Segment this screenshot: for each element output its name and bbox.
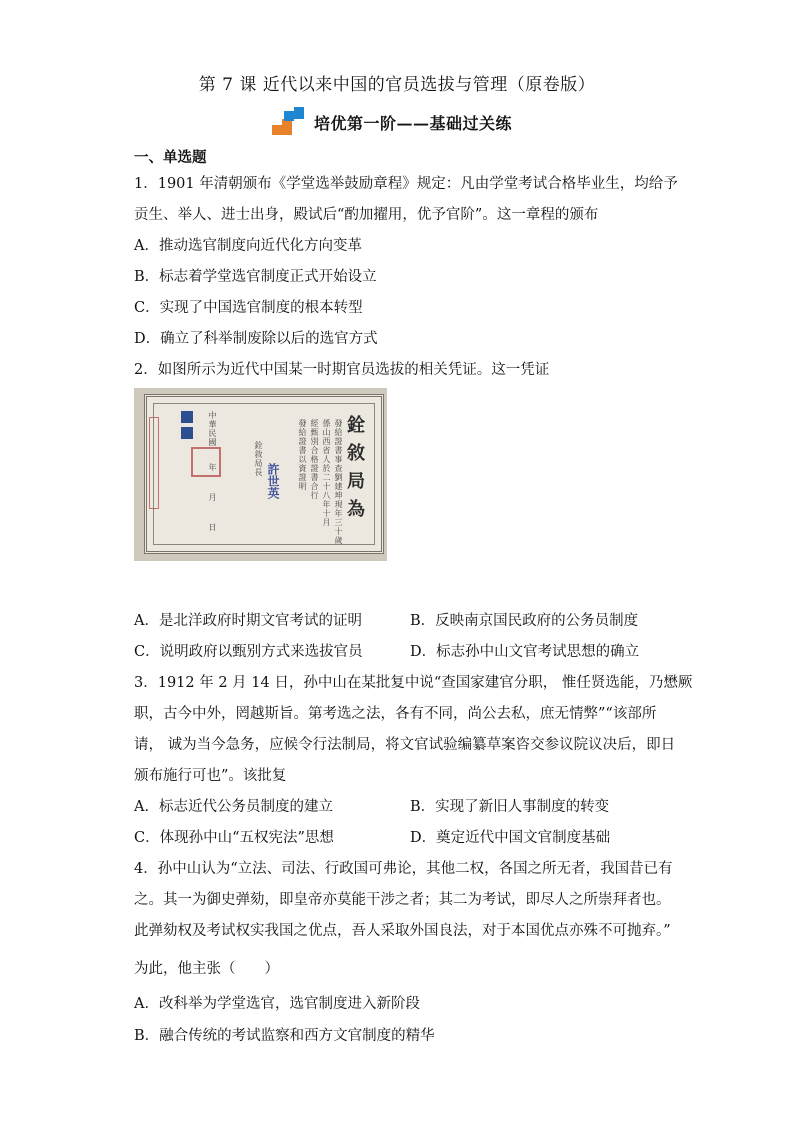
stairs-logo-icon	[272, 107, 306, 137]
page-title: 第 7 课 近代以来中国的官员选拔与管理（原卷版）	[198, 75, 596, 95]
flag-emblem-icon	[181, 427, 193, 439]
q2-stem: 2．如图所示为近代中国某一时期官员选拔的相关凭证。这一凭证	[134, 362, 550, 378]
certificate-heading: 銓敘局為	[344, 415, 365, 527]
q4-option-a: A．改科举为学堂选官，选官制度进入新阶段	[134, 996, 420, 1012]
q2-option-d: D．标志孙中山文官考试思想的确立	[410, 644, 640, 660]
q1-option-a: A．推动选官制度向近代化方向变革	[134, 238, 362, 254]
q3-option-c: C．体现孙中山“五权宪法”思想	[134, 830, 334, 846]
q3-stem-line4: 颁布施行可也”。该批复	[134, 768, 287, 784]
certificate	[144, 394, 384, 554]
q4-stem-line4: 为此，他主张（ ）	[134, 961, 279, 977]
certificate-date-col: 中華民國	[208, 411, 217, 447]
certificate-date-col: 月	[208, 493, 217, 502]
q4-option-b: B．融合传统的考试监察和西方文官制度的精华	[134, 1028, 435, 1044]
q4-stem-line1: 4．孙中山认为“立法、司法、行政国可弗论，其他二权，各国之所无者，我国昔已有	[134, 861, 673, 877]
certificate-image	[134, 388, 387, 561]
q1-option-d: D．确立了科举制废除以后的选官方式	[134, 331, 378, 347]
certificate-signature: 許世英	[266, 463, 280, 499]
q1-stem-line2: 贡生、举人、进士出身，殿试后“酌加擢用，优予官阶”。这一章程的颁布	[134, 207, 599, 223]
q2-option-b: B．反映南京国民政府的公务员制度	[410, 613, 639, 629]
q3-option-d: D．奠定近代中国文官制度基础	[410, 830, 611, 846]
red-seal-stamp-edge	[149, 417, 159, 509]
certificate-text-col: 發給證書事查劉建坤現年三十歲	[334, 419, 343, 545]
q1-stem-line1: 1．1901 年清朝颁布《学堂选举鼓励章程》规定：凡由学堂考试合格毕业生，均给予	[134, 176, 678, 192]
certificate-text-col: 發給證書以資證明	[298, 419, 307, 491]
q4-stem-line2: 之。其一为御史弹劾，即皇帝亦莫能干涉之者；其二为考试，即尽人之所崇拜者也。	[134, 892, 671, 908]
q4-stem-line3: 此弹劾权及考试权实我国之优点，吾人采取外国良法，对于本国优点亦殊不可抛弃。”	[134, 923, 671, 939]
banner-text: 培优第一阶——基础过关练	[314, 113, 513, 133]
q2-option-a: A．是北洋政府时期文官考试的证明	[134, 613, 362, 629]
certificate-text-col: 銓敘局長	[254, 441, 263, 477]
section-banner	[272, 106, 512, 138]
q3-stem-line3: 请， 诚为当今急务，应候令行法制局，将文官试验编纂草案咨交参议院议决后，即日	[134, 737, 676, 753]
red-seal-stamp	[191, 447, 221, 477]
q3-option-b: B．实现了新旧人事制度的转变	[410, 799, 610, 815]
q2-option-c: C．说明政府以甄别方式来选拔官员	[134, 644, 363, 660]
flag-emblem-icon	[181, 411, 193, 423]
q3-stem-line2: 职，古今中外，罔越斯旨。第考选之法，各有不同，尚公去私，庶无情弊”“该部所	[134, 706, 657, 722]
certificate-text-col: 係山西省人於二十八年十月	[322, 419, 331, 527]
q1-option-c: C．实现了中国选官制度的根本转型	[134, 300, 363, 316]
section-heading: 一、单选题	[134, 149, 207, 166]
certificate-date-col: 年	[208, 463, 217, 472]
certificate-date-col: 日	[208, 523, 217, 532]
q3-option-a: A．标志近代公务员制度的建立	[134, 799, 333, 815]
certificate-text-col: 經甄別合格證書合行	[310, 419, 319, 500]
q3-stem-line1: 3．1912 年 2 月 14 日，孙中山在某批复中说“查国家建官分职， 惟任贤选能，乃懋厥	[134, 675, 693, 691]
q1-option-b: B．标志着学堂选官制度正式开始设立	[134, 269, 377, 285]
